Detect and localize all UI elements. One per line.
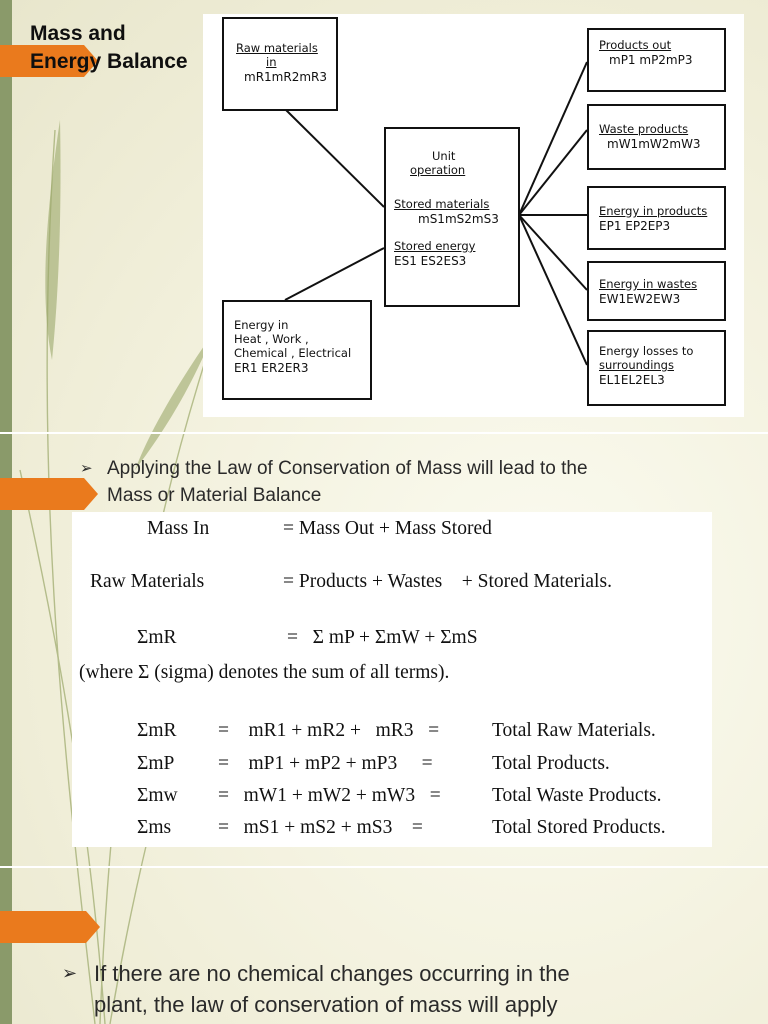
energy-in-chemical-electrical: Chemical , Electrical [234, 346, 352, 360]
sum-row-products-mid: = mP1 + mP2 + mP3 = [218, 753, 433, 774]
energy-in-label: Energy in [234, 318, 289, 332]
title-line-1: Mass and [30, 22, 126, 45]
sum-row-products-lhs: ΣmP [137, 753, 175, 774]
raw-materials-box [222, 17, 338, 111]
energy-in-wastes-vars: EW1EW2EW3 [599, 292, 681, 306]
products-out-label: Products out [599, 38, 672, 52]
energy-losses-surroundings: surroundings [599, 358, 674, 372]
energy-losses-box [587, 330, 726, 406]
waste-products-box [587, 104, 726, 170]
raw-materials-in-label: in [266, 55, 277, 69]
products-out-box [587, 28, 726, 92]
energy-in-wastes-box [587, 261, 726, 321]
eq-sigma-mr-lhs: ΣmR [137, 627, 177, 648]
raw-materials-label: Raw materials [236, 41, 318, 55]
slide3-accent-tab [0, 911, 100, 943]
sum-row-stored-rhs: Total Stored Products. [492, 817, 666, 838]
eq-raw-materials-rhs: = Products + Wastes + Stored Materials. [283, 571, 612, 592]
unit-label: Unit [432, 149, 456, 163]
slide3-bullet [62, 958, 768, 1020]
raw-materials-vars: mR1mR2mR3 [244, 70, 327, 84]
sum-row-stored-lhs: Σms [137, 817, 172, 838]
energy-in-products-vars: EP1 EP2EP3 [599, 219, 671, 233]
energy-losses-label: Energy losses to [599, 344, 694, 358]
sum-row-waste-mid: = mW1 + mW2 + mW3 = [218, 785, 441, 806]
slide3-bullet-line-2: plant, the law of conservation of mass will apply [94, 992, 558, 1017]
sum-row-products-rhs: Total Products. [492, 753, 610, 774]
sum-row-waste-rhs: Total Waste Products. [492, 785, 662, 806]
slide-divider-1 [0, 432, 768, 434]
eq-sigma-note: (where Σ (sigma) denotes the sum of all terms). [79, 662, 450, 683]
unit-operation-box [384, 127, 520, 307]
sum-row-raw-mid: = mR1 + mR2 + mR3 = [218, 720, 440, 741]
eq-mass-in-rhs: = Mass Out + Mass Stored [283, 518, 492, 539]
sum-row-waste-lhs: Σmw [137, 785, 178, 806]
slide2-bullet-line-2: Mass or Material Balance [107, 485, 322, 506]
waste-products-vars: mW1mW2mW3 [607, 137, 701, 151]
stored-energy-vars: ES1 ES2ES3 [394, 254, 467, 268]
stored-materials-vars: mS1mS2mS3 [418, 212, 499, 226]
title-line-2: Energy Balance [30, 50, 188, 73]
operation-label: operation [410, 163, 466, 177]
bullet-arrow-icon: ➢ [80, 460, 93, 477]
sum-row-raw-lhs: ΣmR [137, 720, 177, 741]
bullet-arrow-icon: ➢ [62, 963, 78, 983]
sum-row-raw-rhs: Total Raw Materials. [492, 720, 656, 741]
stored-materials-label: Stored materials [394, 197, 490, 211]
eq-mass-in-lhs: Mass In [147, 518, 210, 539]
waste-products-label: Waste products [599, 122, 689, 136]
energy-losses-vars: EL1EL2EL3 [599, 373, 665, 387]
eq-sigma-mr-rhs: = Σ mP + ΣmW + ΣmS [287, 627, 478, 648]
energy-in-products-box [587, 186, 726, 250]
slide2-bullet [80, 455, 768, 509]
energy-in-wastes-label: Energy in wastes [599, 277, 698, 291]
products-out-vars: mP1 mP2mP3 [609, 53, 693, 67]
stored-energy-label: Stored energy [394, 239, 476, 253]
eq-raw-materials-lhs: Raw Materials [90, 571, 205, 592]
energy-in-heat-work: Heat , Work , [234, 332, 309, 346]
sum-row-stored-mid: = mS1 + mS2 + mS3 = [218, 817, 423, 838]
slide2-bullet-line-1: Applying the Law of Conservation of Mass will lead to the [107, 458, 588, 479]
energy-in-vars: ER1 ER2ER3 [234, 361, 309, 375]
energy-in-products-label: Energy in products [599, 204, 708, 218]
slide-divider-2 [0, 866, 768, 868]
energy-in-box [222, 300, 372, 400]
slide3-bullet-line-1: If there are no chemical changes occurring in the [94, 961, 570, 986]
